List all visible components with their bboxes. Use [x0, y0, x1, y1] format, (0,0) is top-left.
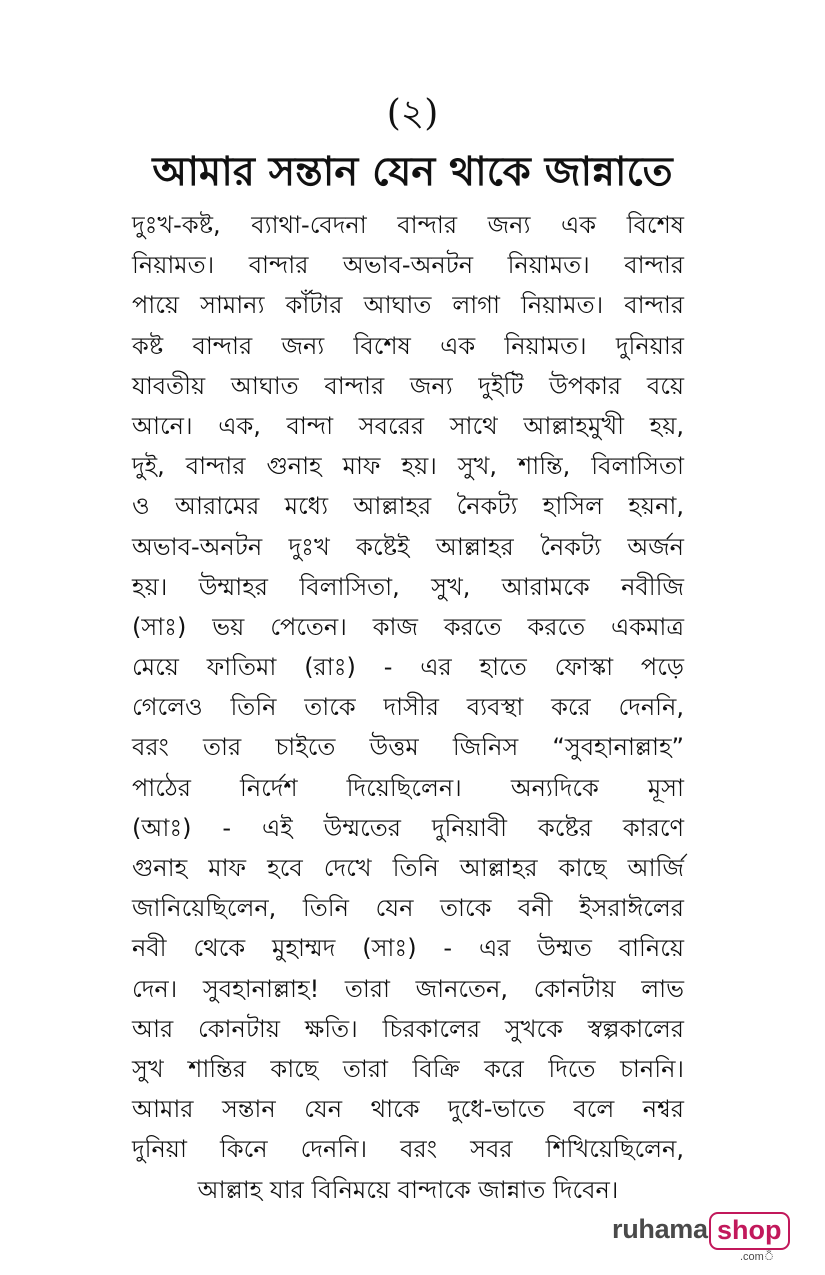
body-line: গুনাহ মাফ হবে দেখে তিনি আল্লাহর কাছে আর্জি: [132, 854, 684, 882]
body-line: দুই, বান্দার গুনাহ মাফ হয়। সুখ, শান্তি, বিলাসিতা: [132, 452, 684, 481]
body-line: কষ্ট বান্দার জন্য বিশেষ এক নিয়ামত। দুনিয়ার: [132, 331, 684, 360]
body-line: দুঃখ-কষ্ট, ব্যাথা-বেদনা বান্দার জন্য এক বিশেষ: [132, 211, 684, 239]
brand-logo-domain: .comঁ: [740, 1251, 775, 1263]
body-text: [132, 205, 684, 1210]
body-line: নিয়ামত। বান্দার অভাব-অনটন নিয়ামত। বান্দার: [132, 251, 684, 280]
body-line: আল্লাহ যার বিনিময়ে বান্দাকে জান্নাত দিবেন।: [197, 1175, 619, 1204]
brand-logo: [612, 1212, 782, 1262]
body-line: (আঃ) - এই উম্মতের দুনিয়াবী কষ্টের কারণে: [132, 813, 684, 842]
body-line: আনে। এক, বান্দা সবরের সাথে আল্লাহমুখী হয়,: [132, 411, 684, 440]
body-line: যাবতীয় আঘাত বান্দার জন্য দুইটি উপকার বয়ে: [132, 371, 684, 400]
body-line: দুনিয়া কিনে দেননি। বরং সবর শিখিয়েছিলেন,: [132, 1135, 684, 1164]
body-line: ও আরামের মধ্যে আল্লাহর নৈকট্য হাসিল হয়না,: [132, 492, 684, 521]
chapter-title: আমার সন্তান যেন থাকে জান্নাতে: [152, 149, 673, 195]
body-line: পায়ে সামান্য কাঁটার আঘাত লাগা নিয়ামত। বান্দার: [132, 291, 684, 320]
body-line: হয়। উম্মাহর বিলাসিতা, সুখ, আরামকে নবীজি: [132, 572, 684, 601]
body-line: জানিয়েছিলেন, তিনি যেন তাকে বনী ইসরাঈলের: [132, 894, 684, 923]
page-number: (২): [386, 93, 439, 134]
body-line: (সাঃ) ভয় পেতেন। কাজ করতে করতে একমাত্র: [132, 612, 684, 641]
brand-logo-ruhama: ruhama: [612, 1214, 708, 1244]
body-line: পাঠের নির্দেশ দিয়েছিলেন। অন্যদিকে মূসা: [132, 773, 684, 802]
brand-logo-shop: shop: [709, 1212, 790, 1250]
body-line: অভাব-অনটন দুঃখ কষ্টেই আল্লাহর নৈকট্য অর্জন: [132, 532, 684, 561]
body-line: গেলেও তিনি তাকে দাসীর ব্যবস্থা করে দেননি,: [132, 693, 684, 722]
body-line: মেয়ে ফাতিমা (রাঃ) - এর হাতে ফোস্কা পড়ে: [132, 653, 684, 682]
body-line: দেন। সুবহানাল্লাহ! তারা জানতেন, কোনটায় লাভ: [132, 974, 684, 1003]
body-line: বরং তার চাইতে উত্তম জিনিস “সুবহানাল্লাহ”: [132, 733, 684, 762]
body-line: আর কোনটায় ক্ষতি। চিরকালের সুখকে স্বল্পকালের: [132, 1014, 684, 1043]
body-line: নবী থেকে মুহাম্মদ (সাঃ) - এর উম্মত বানিয়ে: [132, 934, 684, 963]
body-line: আমার সন্তান যেন থাকে দুধে-ভাতে বলে নশ্বর: [132, 1095, 684, 1124]
body-line: সুখ শান্তির কাছে তারা বিক্রি করে দিতে চাননি।: [132, 1054, 684, 1083]
